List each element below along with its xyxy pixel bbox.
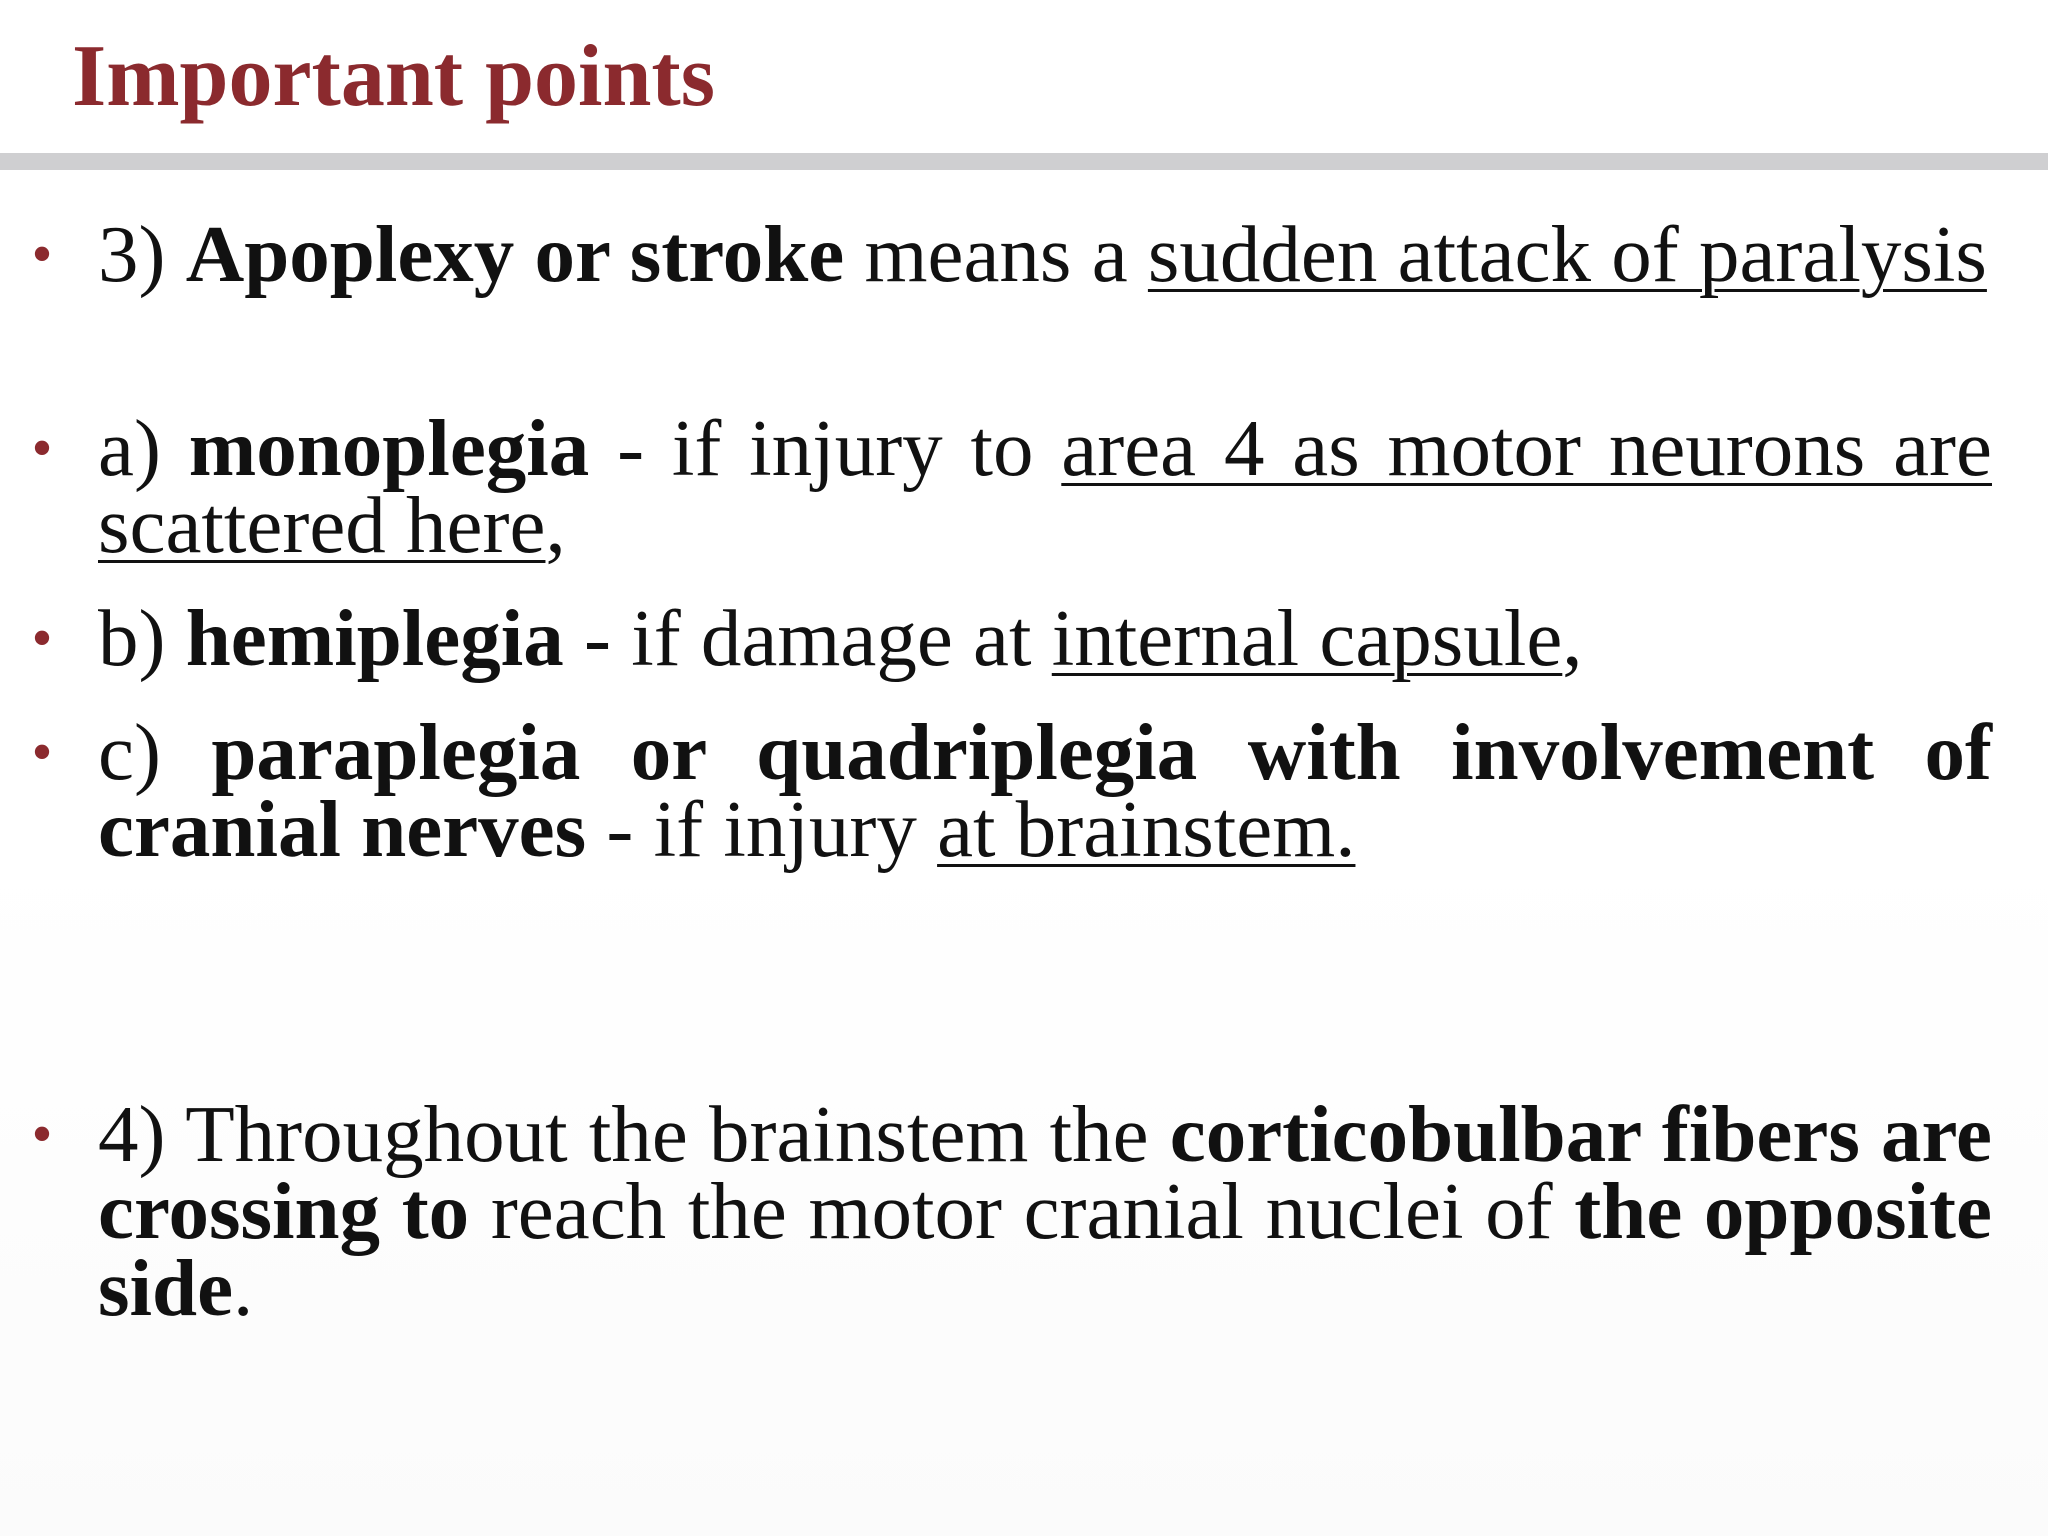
bullet-text: - if injury <box>586 784 938 874</box>
bullet-punctuation: , <box>545 480 566 570</box>
bullet-number: c) <box>98 707 212 797</box>
bullet-term: corticobulbar fibers are crossing to <box>98 1089 1992 1256</box>
bullet-item-monoplegia <box>31 403 1992 570</box>
bullet-term: hemiplegia <box>185 593 564 683</box>
bullet-term: monoplegia <box>188 403 590 493</box>
bullet-number: 3) <box>98 209 186 299</box>
bullet-number: b) <box>98 593 186 683</box>
bullet-dot: • <box>31 1101 53 1167</box>
bullet-text: - if damage at <box>563 593 1052 683</box>
title-divider <box>0 153 2048 170</box>
bullet-underlined-text: at brainstem. <box>937 784 1356 874</box>
bullet-term: paraplegia or quadriplegia with involvement of cranial nerves <box>98 707 1992 874</box>
bullet-text: means a <box>844 209 1148 299</box>
bullet-dot: • <box>31 221 53 287</box>
bullet-text: reach the motor cranial nuclei of <box>469 1166 1575 1256</box>
bullet-punctuation: . <box>233 1243 254 1333</box>
bullet-number: a) <box>98 403 189 493</box>
bullet-dot: • <box>31 719 53 785</box>
bullet-underlined-text: internal capsule <box>1051 593 1563 683</box>
slide-title: Important points <box>72 28 715 125</box>
bullet-dot: • <box>31 605 53 671</box>
bullet-item-paraplegia <box>31 707 1992 874</box>
bullet-item-corticobulbar <box>31 1089 1992 1333</box>
bullet-text: 4) Throughout the brainstem the <box>98 1089 1170 1179</box>
bullet-term: the opposite side <box>98 1166 1992 1333</box>
bullet-underlined-text: area 4 as motor neurons are scattered here <box>98 403 1992 570</box>
bullet-text: - if injury to <box>589 403 1062 493</box>
bullet-term: Apoplexy or stroke <box>185 209 845 299</box>
bullet-item-stroke <box>31 209 1992 299</box>
bullet-dot: • <box>31 415 53 481</box>
bullet-punctuation: , <box>1562 593 1583 683</box>
bullet-item-hemiplegia <box>31 593 1992 683</box>
bullet-underlined-text: sudden attack of paralysis <box>1147 209 1987 299</box>
